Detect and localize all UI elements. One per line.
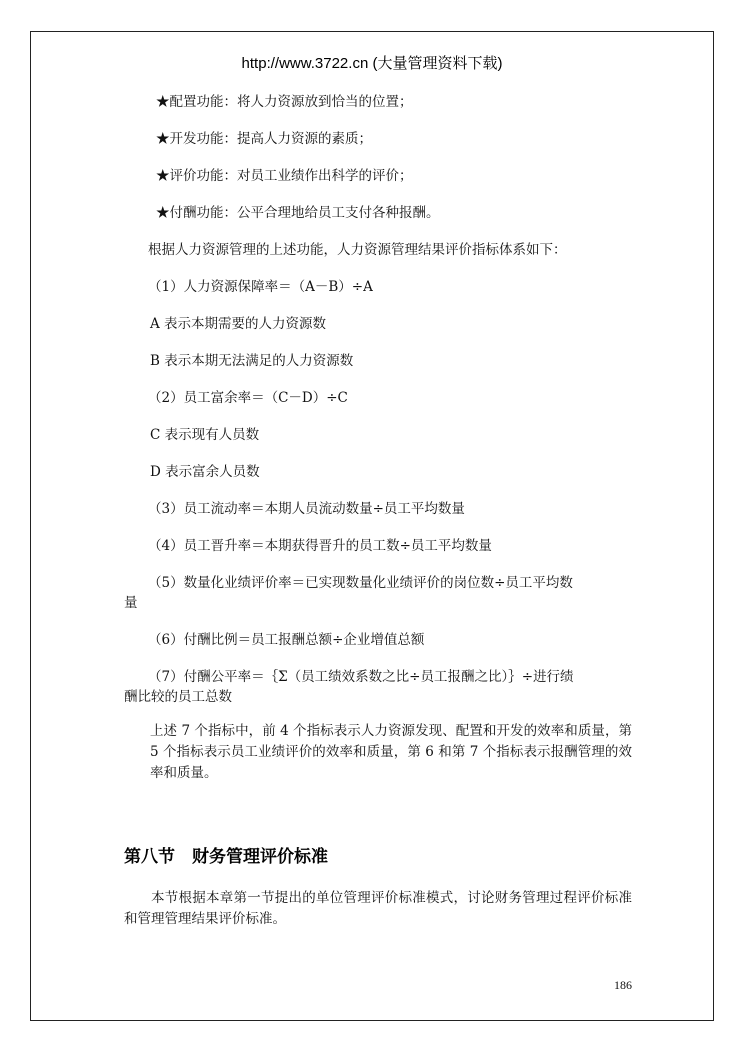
section-body: 本节根据本章第一节提出的单位管理评价标准模式，讨论财务管理过程评价标准和管理管理结果评价标准。 <box>124 890 632 927</box>
item-2-c: C 表示现有人员数 <box>150 427 260 443</box>
function-compensation: ★付酬功能：公平合理地给员工支付各种报酬。 <box>156 205 440 221</box>
header-url: http://www.3722.cn (大量管理资料下载) <box>241 55 503 72</box>
item-1-b: B 表示本期无法满足的人力资源数 <box>150 353 354 369</box>
function-allocation: ★配置功能：将人力资源放到恰当的位置； <box>156 94 413 110</box>
function-evaluation: ★评价功能：对员工业绩作出科学的评价； <box>156 168 413 184</box>
item-2: （2）员工富余率＝（C－D）÷C <box>148 390 348 406</box>
summary-paragraph: 上述 7 个指标中，前 4 个指标表示人力资源发现、配置和开发的效率和质量，第 5 个指标表示员工业绩评价的效率和质量，第 6 和第 7 个指标表示报酬管理的效率和质量。 <box>150 723 632 781</box>
item-1: （1）人力资源保障率＝（A－B）÷A <box>148 279 373 295</box>
item-7-line-2: 酬比较的员工总数 <box>124 689 232 705</box>
intro-paragraph: 根据人力资源管理的上述功能，人力资源管理结果评价指标体系如下： <box>148 242 567 258</box>
item-1-a: A 表示本期需要的人力资源数 <box>150 316 327 332</box>
page-number: 186 <box>614 978 632 992</box>
item-2-d: D 表示富余人员数 <box>150 464 260 480</box>
item-7-line-1: （7）付酬公平率＝｛Σ（员工绩效系数之比÷员工报酬之比）｝÷进行绩 <box>148 669 574 685</box>
item-6: （6）付酬比例＝员工报酬总额÷企业增值总额 <box>148 632 425 648</box>
function-development: ★开发功能：提高人力资源的素质； <box>156 131 372 147</box>
item-5-line-1: （5）数量化业绩评价率＝已实现数量化业绩评价的岗位数÷员工平均数 <box>148 575 573 591</box>
item-4: （4）员工晋升率＝本期获得晋升的员工数÷员工平均数量 <box>148 538 492 554</box>
item-3: （3）员工流动率＝本期人员流动数量÷员工平均数量 <box>148 501 465 517</box>
item-5-line-2: 量 <box>124 595 138 611</box>
section-title: 第八节 财务管理评价标准 <box>124 847 328 867</box>
